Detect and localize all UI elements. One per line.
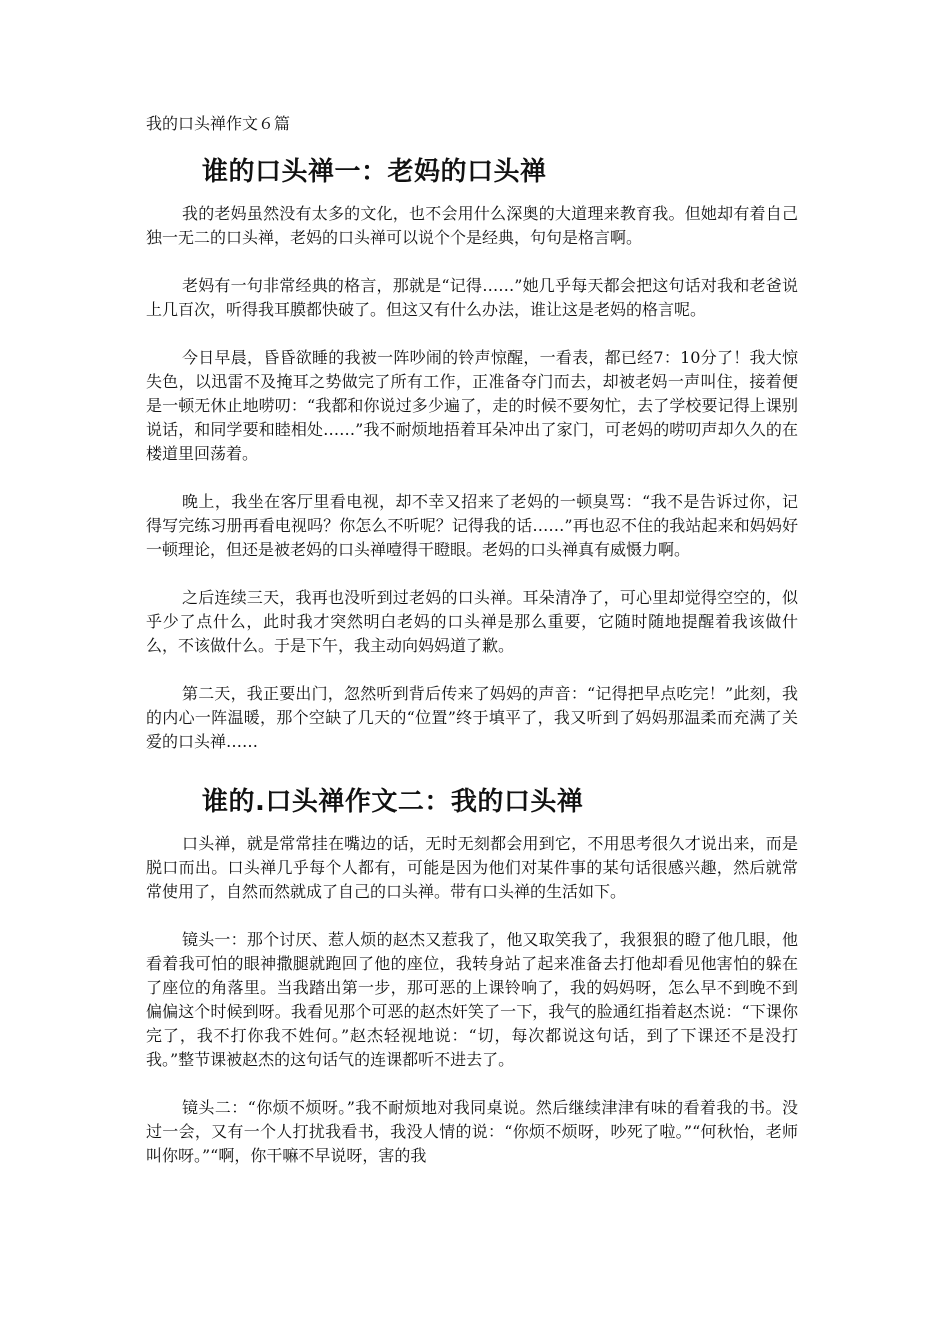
- paragraph: 镜头二：“你烦不烦呀。”我不耐烦地对我同桌说。然后继续津津有味的看着我的书。没过一会，又有一个人打扰我看书，我没人情的说：“你烦不烦呀，吵死了啦。”“何秋怡，老师叫你呀。”“啊，你干嘛不早说呀，害的我: [146, 1098, 798, 1165]
- paragraph: 老妈有一句非常经典的格言，那就是“记得……”她几乎每天都会把这句话对我和老爸说上几百次，听得我耳膜都快破了。但这又有什么办法，谁让这是老妈的格言呢。: [146, 276, 798, 319]
- document-title: 我的口头禅作文６篇: [146, 114, 291, 133]
- paragraph: 我的老妈虽然没有太多的文化，也不会用什么深奥的大道理来教育我。但她却有着自己独一无二的口头禅，老妈的口头禅可以说个个是经典，句句是格言啊。: [146, 204, 798, 247]
- paragraph: 晚上，我坐在客厅里看电视，却不幸又招来了老妈的一顿臭骂：“我不是告诉过你，记得写完练习册再看电视吗？你怎么不听呢？记得我的话……”再也忍不住的我站起来和妈妈好一顿理论，但还是被老妈的口头禅噎得干瞪眼。老妈的口头禅真有威慑力啊。: [146, 492, 798, 559]
- section-2: [146, 782, 798, 1168]
- section-1: [146, 152, 798, 754]
- paragraph: 镜头一：那个讨厌、惹人烦的赵杰又惹我了，他又取笑我了，我狠狠的瞪了他几眼，他看着我可怕的眼神撒腿就跑回了他的座位，我转身站了起来准备去打他却看见他害怕的躲在了座位的角落里。当我踏出第一步，那可恶的上课铃响了，我的妈妈呀，怎么早不到晚不到偏偏这个时候到呀。我看见那个可恶的赵杰奸笑了一下，我气的脸通红指着赵杰说：“下课你完了，我不打你我不姓何。”赵杰轻视地说：“切，每次都说这句话，到了下课还不是没打我。”整节课被赵杰的这句话气的连课都听不进去了。: [146, 930, 798, 1069]
- section-heading-1: 谁的口头禅一：老妈的口头禅: [202, 157, 547, 187]
- paragraph: 今日早晨，昏昏欲睡的我被一阵吵闹的铃声惊醒，一看表，都已经7：10分了！我大惊失色，以迅雷不及掩耳之势做完了所有工作，正准备夺门而去，却被老妈一声叫住，接着便是一顿无休止地唠叨：“我都和你说过多少遍了，走的时候不要匆忙，去了学校要记得上课别说话，和同学要和睦相处……”我不耐烦地捂着耳朵冲出了家门，可老妈的唠叨声却久久的在楼道里回荡着。: [146, 348, 798, 463]
- document-page: [146, 112, 798, 1192]
- paragraph: 之后连续三天，我再也没听到过老妈的口头禅。耳朵清净了，可心里却觉得空空的，似乎少了点什么，此时我才突然明白老妈的口头禅是那么重要，它随时随地提醒着我该做什么，不该做什么。于是下午，我主动向妈妈道了歉。: [146, 588, 798, 655]
- paragraph: 第二天，我正要出门，忽然听到背后传来了妈妈的声音：“记得把早点吃完！”此刻，我的内心一阵温暖，那个空缺了几天的“位置”终于填平了，我又听到了妈妈那温柔而充满了关爱的口头禅……: [146, 684, 798, 751]
- section-heading-2: 谁的.口头禅作文二：我的口头禅: [202, 787, 584, 817]
- paragraph: 口头禅，就是常常挂在嘴边的话，无时无刻都会用到它，不用思考很久才说出来，而是脱口而出。口头禅几乎每个人都有，可能是因为他们对某件事的某句话很感兴趣，然后就常常使用了，自然而然就成了自己的口头禅。带有口头禅的生活如下。: [146, 834, 798, 901]
